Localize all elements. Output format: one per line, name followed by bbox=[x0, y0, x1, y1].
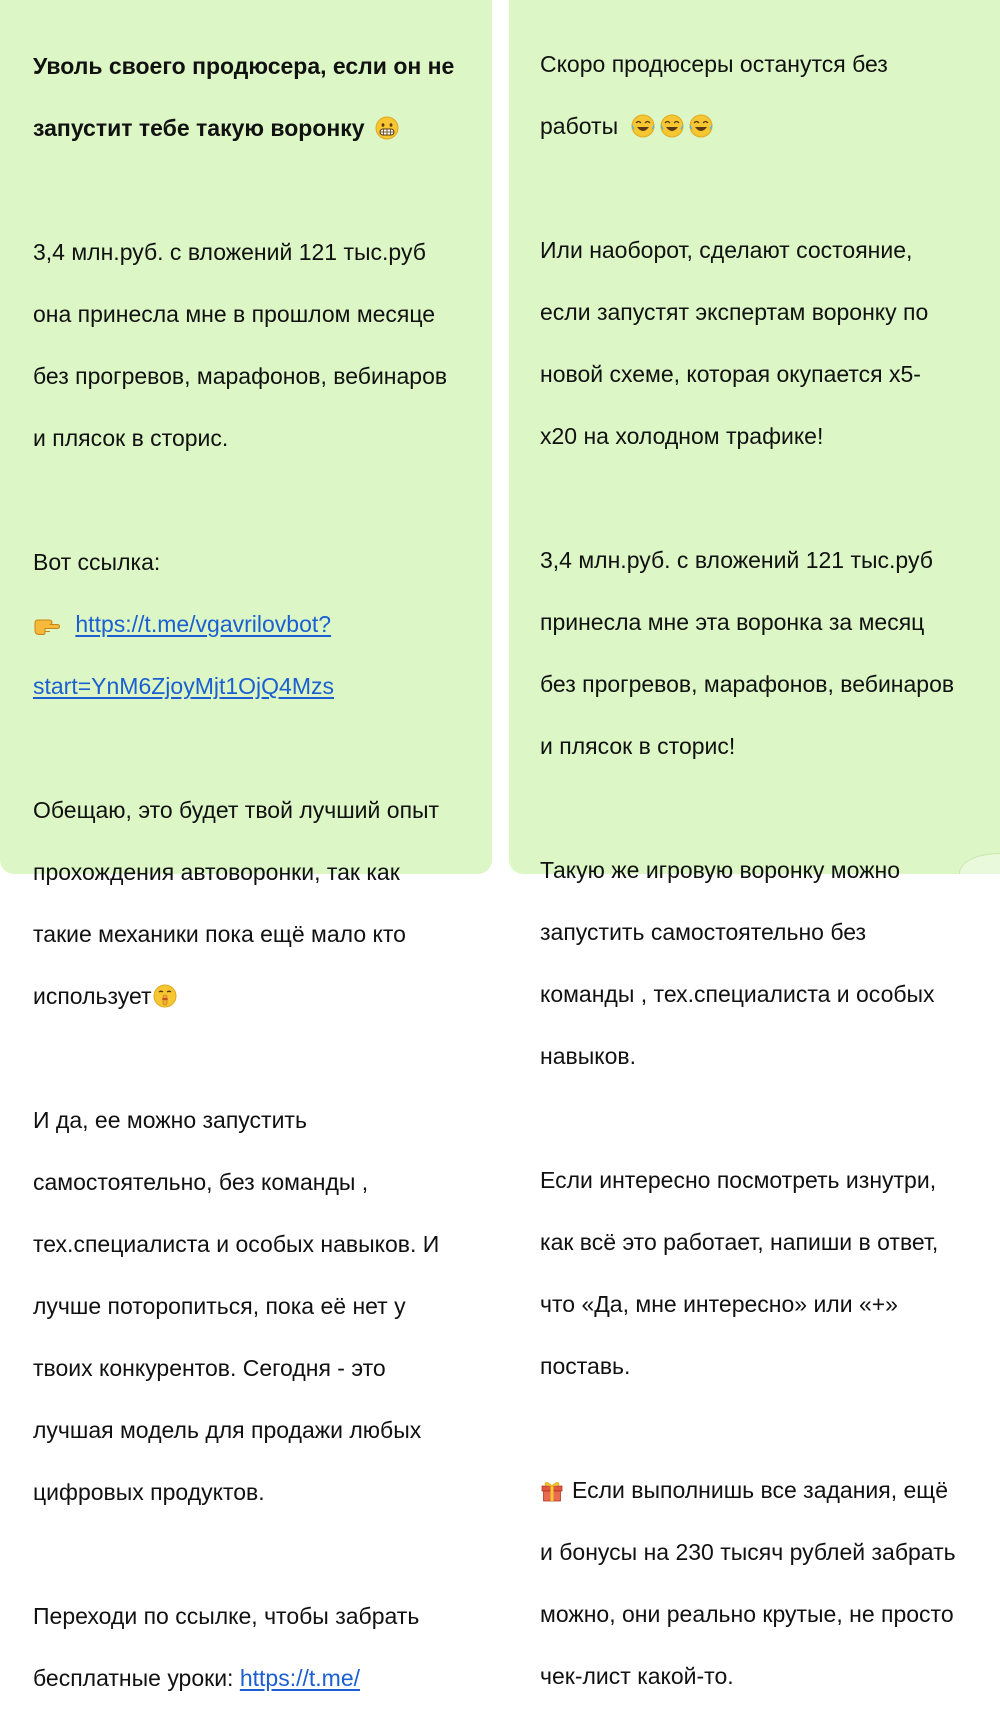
grimacing-face-icon bbox=[375, 116, 399, 140]
gift-icon bbox=[540, 1478, 564, 1502]
bot-link-line-1[interactable]: https://t.me/vgavrilovbot? bbox=[75, 611, 332, 637]
paragraph-link bbox=[33, 516, 492, 733]
paragraph-revenue: 3,4 млн.руб. с вложений 121 тыс.руб она принесла мне в прошлом месяце без прогревов, марафонов, вебинаров и плясок в сторис. bbox=[33, 239, 448, 451]
message-title bbox=[33, 20, 492, 175]
tears-of-joy-icon bbox=[631, 114, 715, 138]
title-line-1: Уволь своего продюсера, если он не bbox=[33, 53, 455, 79]
paragraph-bonus: Если выполнишь все задания, ещё и бонусы на 230 тысяч рублей забрать можно, они реально крутые, не просто чек-лист какой-то. bbox=[540, 1477, 956, 1689]
lessons-link[interactable]: https://t.me/ bbox=[239, 1665, 360, 1691]
bot-link-line-2[interactable]: start=YnM6ZjoyMjt1OjQ4Mzs bbox=[33, 673, 334, 699]
title-line-2: запустит тебе такую воронку bbox=[33, 115, 365, 141]
pointing-hand-icon bbox=[33, 614, 61, 636]
paragraph-promise: Обещаю, это будет твой лучший опыт прохождения автоворонки, так как такие механики пока ещё мало кто использует bbox=[33, 797, 440, 1009]
paragraph-game-funnel: Такую же игровую воронку можно запустить самостоятельно без команды , тех.специалиста и особых навыков. bbox=[540, 857, 935, 1069]
paragraph-opposite: Или наоборот, сделают состояние, если запустят экспертам воронку по новой схеме, которая окупается x5- x20 на холодном трафике! bbox=[540, 237, 929, 449]
paragraph-revenue-right: 3,4 млн.руб. с вложений 121 тыс.руб принесла мне эта воронка за месяц без прогревов, марафонов, вебинаров и плясок в сторис! bbox=[540, 547, 955, 759]
paragraph-reply-prompt: Если интересно посмотреть изнутри, как всё это работает, напиши в ответ, что «Да, мне интересно» или «+» поставь. bbox=[540, 1167, 939, 1379]
link-label: Вот ссылка: bbox=[33, 549, 161, 575]
paragraph-call-to-action: Переходи по ссылке, чтобы забрать бесплатные уроки: https://t.me/ bbox=[33, 1603, 420, 1691]
shushing-face-icon bbox=[153, 984, 177, 1008]
paragraph-producers: Скоро продюсеры останутся без работы bbox=[540, 51, 888, 139]
message-bubble-right bbox=[509, 0, 1000, 1689]
message-bubble-left bbox=[0, 0, 492, 1691]
paragraph-self-launch: И да, ее можно запустить самостоятельно, без команды , тех.специалиста и особых навыков. И лучше поторопиться, пока её нет у твоих конкурентов. Сегодня - это лучшая модель для продажи любых цифровых продуктов. bbox=[33, 1107, 440, 1505]
